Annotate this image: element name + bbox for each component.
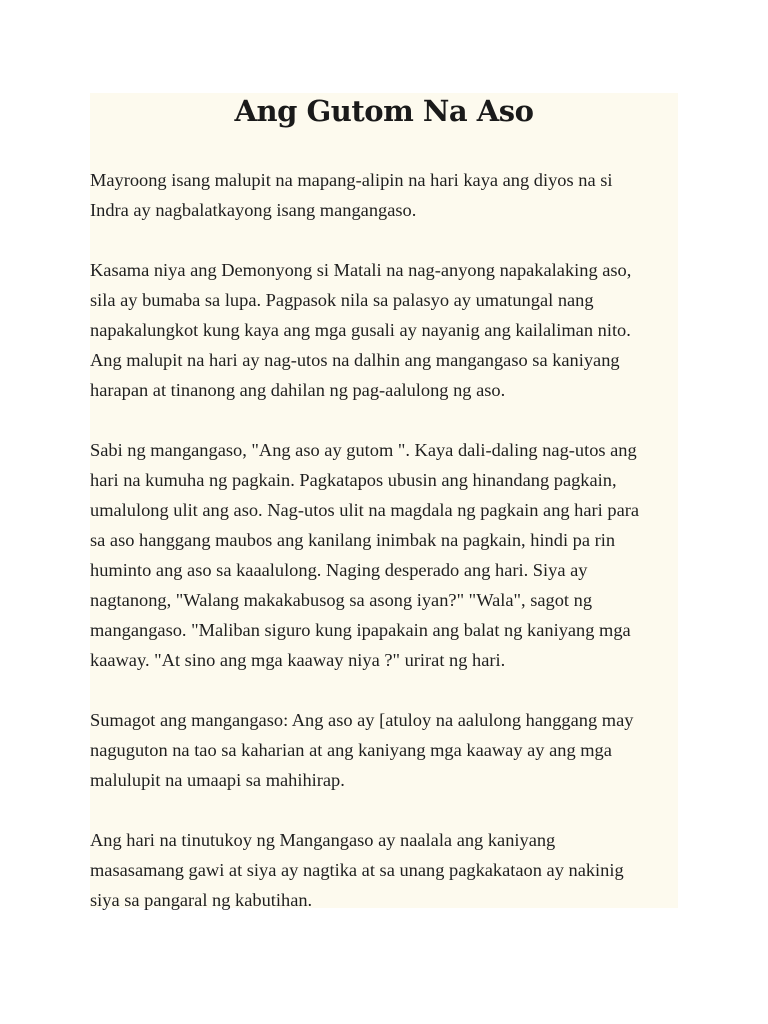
text-line: Ang hari na tinutukoy ng Mangangaso ay naalala ang kaniyang — [90, 830, 556, 850]
text-line: Indra ay nagbalatkayong isang mangangaso. — [90, 200, 417, 220]
text-line: Ang malupit na hari ay nag-utos na dalhin ang mangangaso sa kaniyang — [90, 350, 620, 370]
paragraph-5 — [90, 825, 682, 915]
text-line: napakalungkot kung kaya ang mga gusali ay nayanig ang kailaliman nito. — [90, 320, 631, 340]
text-line: mangangaso. "Maliban siguro kung ipapakain ang balat ng kaniyang mga — [90, 620, 631, 640]
text-line: nagtanong, "Walang makakabusog sa asong iyan?" "Wala", sagot ng — [90, 590, 593, 610]
paragraph-4 — [90, 705, 682, 795]
text-line: Kasama niya ang Demonyong si Matali na nag-anyong napakalaking aso, — [90, 260, 632, 280]
text-line: hari na kumuha ng pagkain. Pagkatapos ubusin ang hinandang pagkain, — [90, 470, 617, 490]
paragraph-2 — [90, 255, 682, 405]
text-line: kaaway. "At sino ang mga kaaway niya ?" urirat ng hari. — [90, 650, 506, 670]
text-line: sa aso hanggang maubos ang kanilang inimbak na pagkain, hindi pa rin — [90, 530, 616, 550]
paragraph-1 — [90, 165, 682, 225]
text-line: naguguton na tao sa kaharian at ang kaniyang mga kaaway ay ang mga — [90, 740, 612, 760]
text-line: Sabi ng mangangaso, "Ang aso ay gutom ". Kaya dali-daling nag-utos ang — [90, 440, 637, 460]
document-body — [90, 165, 682, 915]
text-line: umalulong ulit ang aso. Nag-utos ulit na magdala ng pagkain ang hari para — [90, 500, 640, 520]
page-title: Ang Gutom Na Aso — [234, 94, 534, 128]
text-line: Sumagot ang mangangaso: Ang aso ay [atuloy na aalulong hanggang may — [90, 710, 634, 730]
text-line: sila ay bumaba sa lupa. Pagpasok nila sa palasyo ay umatungal nang — [90, 290, 594, 310]
text-line: Mayroong isang malupit na mapang-alipin na hari kaya ang diyos na si — [90, 170, 613, 190]
text-line: harapan at tinanong ang dahilan ng pag-aalulong ng aso. — [90, 380, 506, 400]
text-line: masasamang gawi at siya ay nagtika at sa unang pagkakataon ay nakinig — [90, 860, 624, 880]
text-line: siya sa pangaral ng kabutihan. — [90, 890, 313, 910]
text-line: malulupit na umaapi sa mahihirap. — [90, 770, 345, 790]
text-line: huminto ang aso sa kaaalulong. Naging desperado ang hari. Siya ay — [90, 560, 588, 580]
paragraph-3 — [90, 435, 682, 675]
